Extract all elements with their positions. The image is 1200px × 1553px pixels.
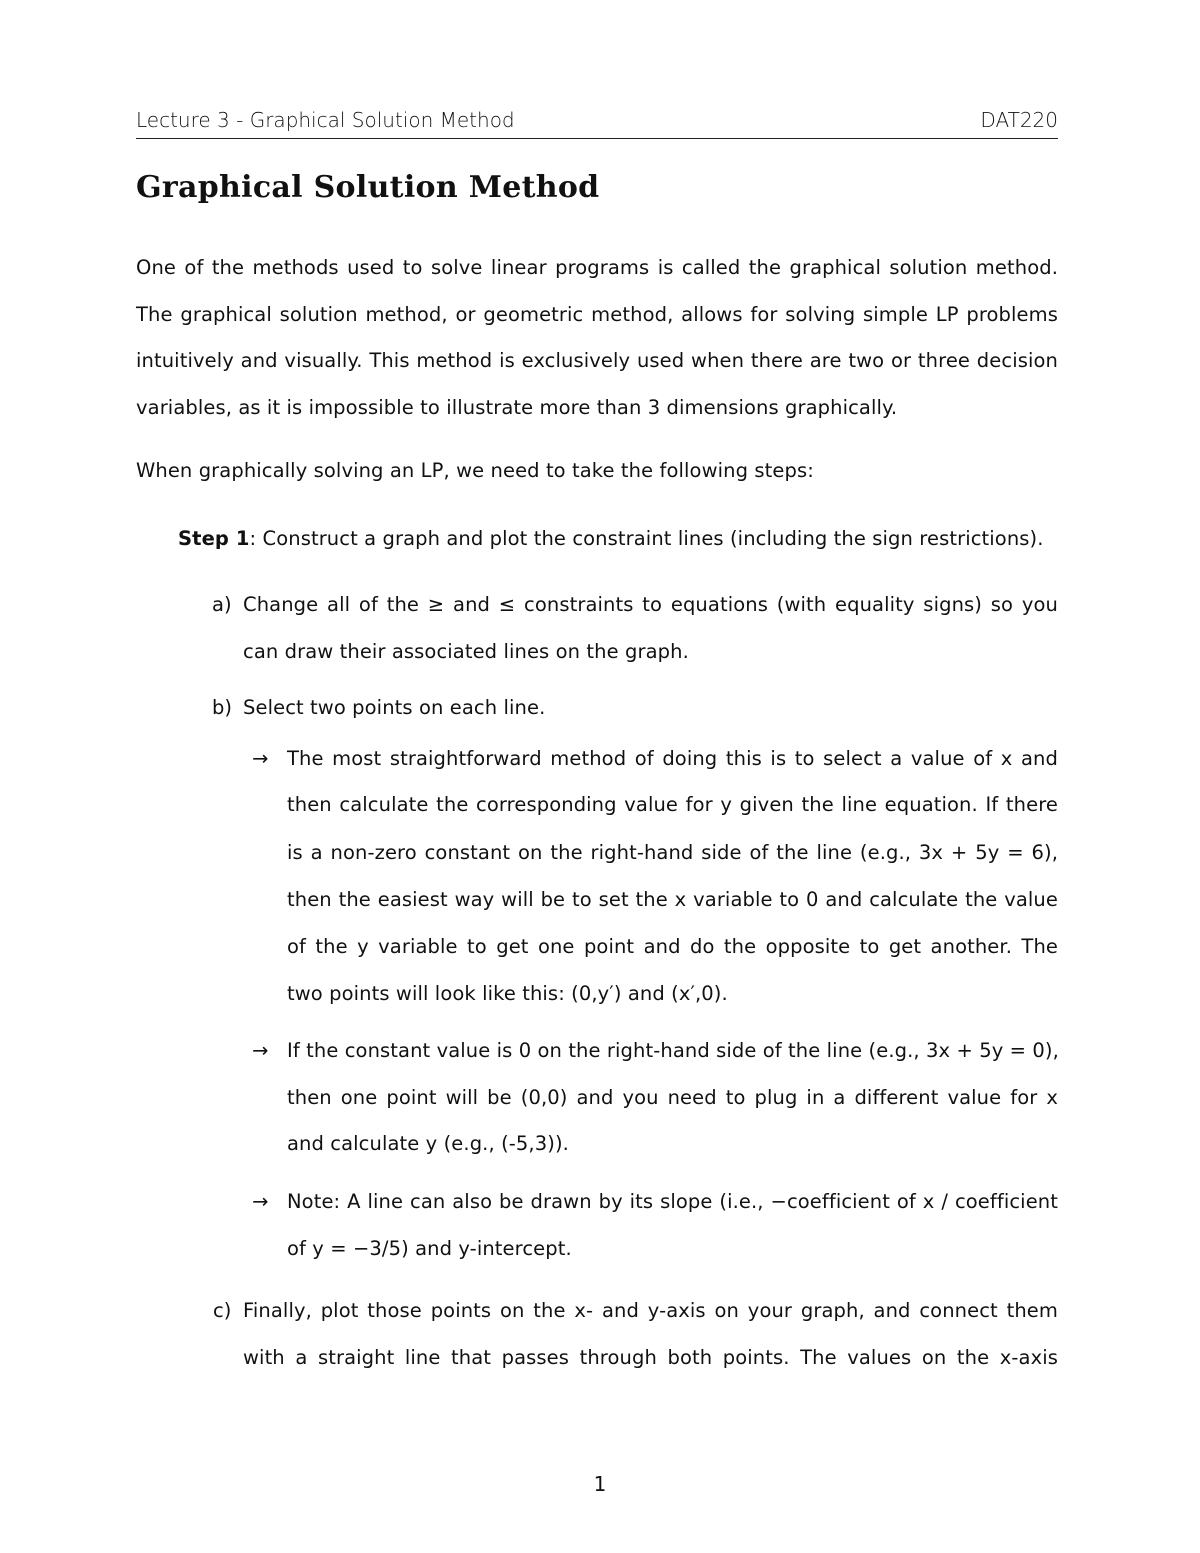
item-c-line-1: Finally, plot those points on the x- and y-axis on your graph, and connect them [243, 1299, 1058, 1322]
arrow-icon: → [252, 1039, 269, 1062]
intro-line-2: The graphical solution method, or geometric method, allows for solving simple LP problems [136, 303, 1058, 326]
arrow-1-line-6: two points will look like this: (0,y′) and (x′,0). [287, 982, 728, 1005]
item-c-line-2: with a straight line that passes through both points. The values on the x-axis [243, 1346, 1058, 1369]
intro-line-4: variables, as it is impossible to illustrate more than 3 dimensions graphically. [136, 396, 898, 419]
item-c-marker: c) [213, 1299, 232, 1322]
intro-line-3: intuitively and visually. This method is exclusively used when there are two or three decision [136, 349, 1058, 372]
item-a-line-2: can draw their associated lines on the graph. [243, 640, 689, 663]
item-b-line-1: Select two points on each line. [243, 696, 546, 719]
header-course-code: DAT220 [980, 108, 1058, 132]
intro-line-1: One of the methods used to solve linear programs is called the graphical solution method. [136, 256, 1058, 279]
page-number: 1 [593, 1472, 607, 1496]
arrow-3-line-1: Note: A line can also be drawn by its slope (i.e., −coefficient of x / coefficient [287, 1190, 1058, 1213]
arrow-icon: → [252, 1190, 269, 1213]
item-a-marker: a) [212, 593, 232, 616]
arrow-3-line-2: of y = −3/5) and y-intercept. [287, 1237, 572, 1260]
arrow-1-line-5: of the y variable to get one point and do the opposite to get another. The [287, 935, 1058, 958]
header-lecture-title: Lecture 3 - Graphical Solution Method [136, 108, 515, 132]
item-a-line-1: Change all of the ≥ and ≤ constraints to equations (with equality signs) so you [243, 593, 1058, 616]
arrow-1-line-2: then calculate the corresponding value for y given the line equation. If there [287, 793, 1058, 816]
arrow-2-line-3: and calculate y (e.g., (-5,3)). [287, 1132, 569, 1155]
section-title: Graphical Solution Method [136, 170, 600, 205]
item-b-marker: b) [212, 696, 232, 719]
steps-intro: When graphically solving an LP, we need to take the following steps: [136, 459, 814, 482]
arrow-1-line-3: is a non-zero constant on the right-hand side of the line (e.g., 3x + 5y = 6), [287, 841, 1058, 864]
arrow-1-line-1: The most straightforward method of doing this is to select a value of x and [287, 747, 1058, 770]
arrow-icon: → [252, 747, 269, 770]
running-header [136, 106, 1058, 139]
step-1 [178, 526, 1044, 552]
arrow-2-line-1: If the constant value is 0 on the right-hand side of the line (e.g., 3x + 5y = 0), [287, 1039, 1059, 1062]
step-1-label: Step 1 [178, 527, 250, 550]
arrow-2-line-2: then one point will be (0,0) and you need to plug in a different value for x [287, 1086, 1058, 1109]
arrow-1-line-4: then the easiest way will be to set the x variable to 0 and calculate the value [287, 888, 1058, 911]
step-1-text: : Construct a graph and plot the constraint lines (including the sign restrictions). [249, 527, 1044, 550]
